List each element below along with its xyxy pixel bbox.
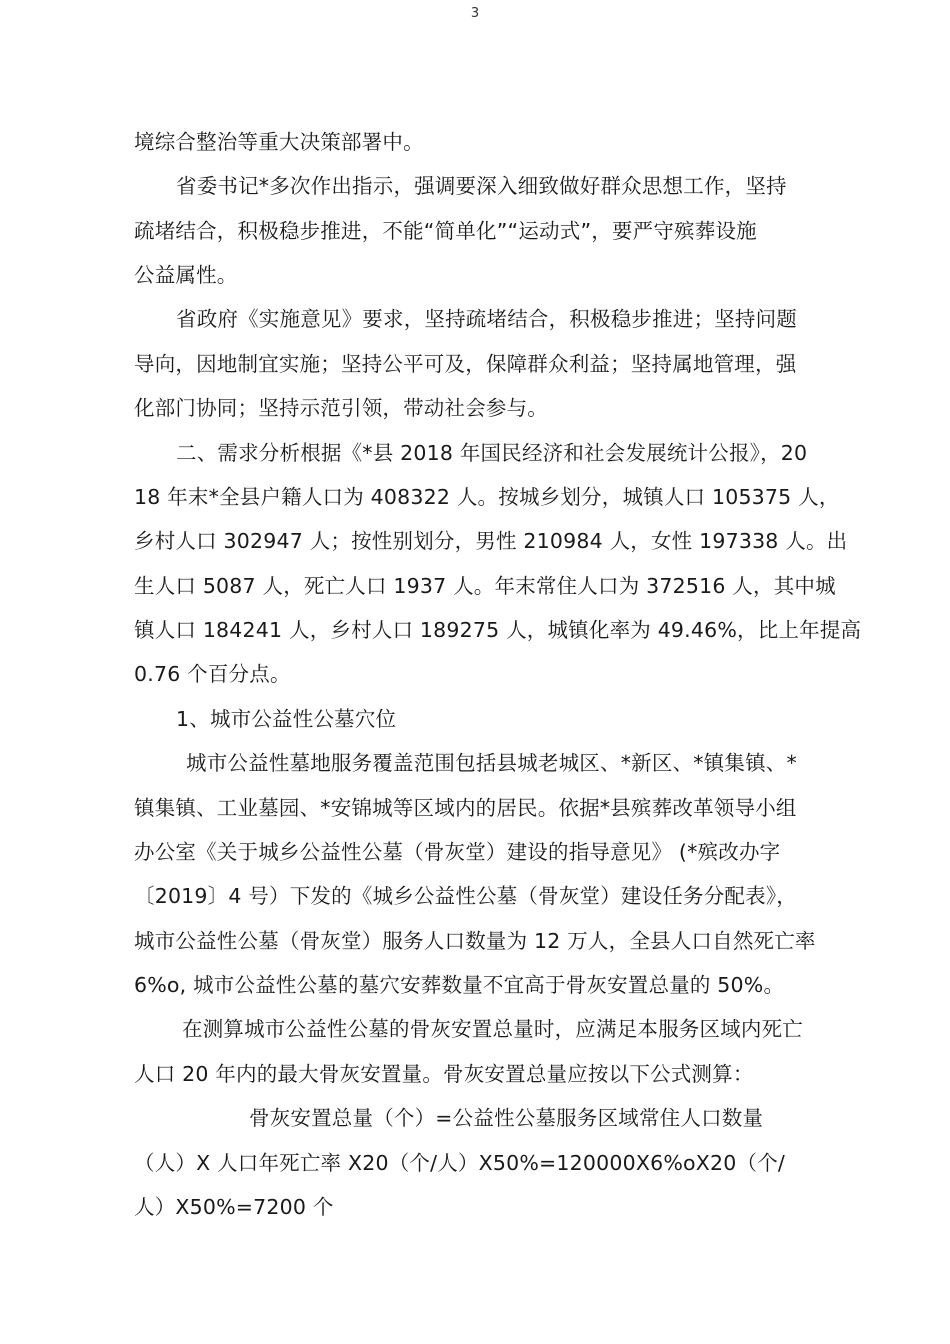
text-line: 人口 20 年内的最大骨灰安置量。骨灰安置总量应按以下公式测算： (134, 1062, 754, 1086)
text-line: 城市公益性公墓（骨灰堂）服务人口数量为 12 万人，全县人口自然死亡率 (134, 929, 816, 953)
formula-line: 人）X50%=7200 个 (134, 1195, 334, 1219)
text-line: 城市公益性墓地服务覆盖范围包括县城老城区、*新区、*镇集镇、* (186, 751, 797, 775)
text-line: 0.76 个百分点。 (134, 662, 291, 686)
text-line: 导向，因地制宜实施；坚持公平可及，保障群众利益；坚持属地管理，强 (134, 352, 797, 376)
page-number: 3 (470, 6, 480, 21)
text-line: 省政府《实施意见》要求，坚持疏堵结合，积极稳步推进；坚持问题 (176, 307, 797, 331)
text-line: 镇人口 184241 人，乡村人口 189275 人，城镇化率为 49.46%，比上年提高 (134, 618, 862, 642)
subsection-heading: 1、城市公益性公墓穴位 (176, 707, 397, 731)
text-line: 境综合整治等重大决策部署中。 (134, 130, 424, 154)
text-line: 镇集镇、工业墓园、*安锦城等区域内的居民。依据*县殡葬改革领导小组 (134, 796, 797, 820)
text-line: 18 年末*全县户籍人口为 408322 人。按城乡划分，城镇人口 105375 人， (134, 485, 840, 509)
section-heading: 二、需求分析根据《*县 2018 年国民经济和社会发展统计公报》，20 (176, 441, 808, 465)
text-line: 公益属性。 (134, 263, 238, 287)
formula-line: （人）X 人口年死亡率 X20（个/人）X50%=120000X6%oX20（个/ (134, 1151, 785, 1175)
text-line: 在测算城市公益性公墓的骨灰安置总量时，应满足本服务区域内死亡 (182, 1017, 803, 1041)
text-line: 化部门协同；坚持示范引领，带动社会参与。 (134, 396, 548, 420)
text-line: 省委书记*多次作出指示，强调要深入细致做好群众思想工作，坚持 (176, 174, 787, 198)
text-line: 生人口 5087 人，死亡人口 1937 人。年末常住人口为 372516 人，其中城 (134, 574, 836, 598)
text-line: 6%o, 城市公益性公墓的墓穴安葬数量不宜高于骨灰安置总量的 50%。 (134, 973, 785, 997)
text-line: 疏堵结合，积极稳步推进，不能“简单化”“运动式”，要严守殡葬设施 (134, 219, 757, 243)
text-line: 办公室《关于城乡公益性公墓（骨灰堂）建设的指导意见》 (*殡改办字 (134, 840, 781, 864)
formula-line: 骨灰安置总量（个）=公益性公墓服务区域常住人口数量 (249, 1106, 764, 1130)
text-line: 乡村人口 302947 人；按性别划分，男性 210984 人，女性 197338 人。出 (134, 529, 848, 553)
text-line: 〔2019〕4 号）下发的《城乡公益性公墓（骨灰堂）建设任务分配表》， (134, 884, 797, 908)
